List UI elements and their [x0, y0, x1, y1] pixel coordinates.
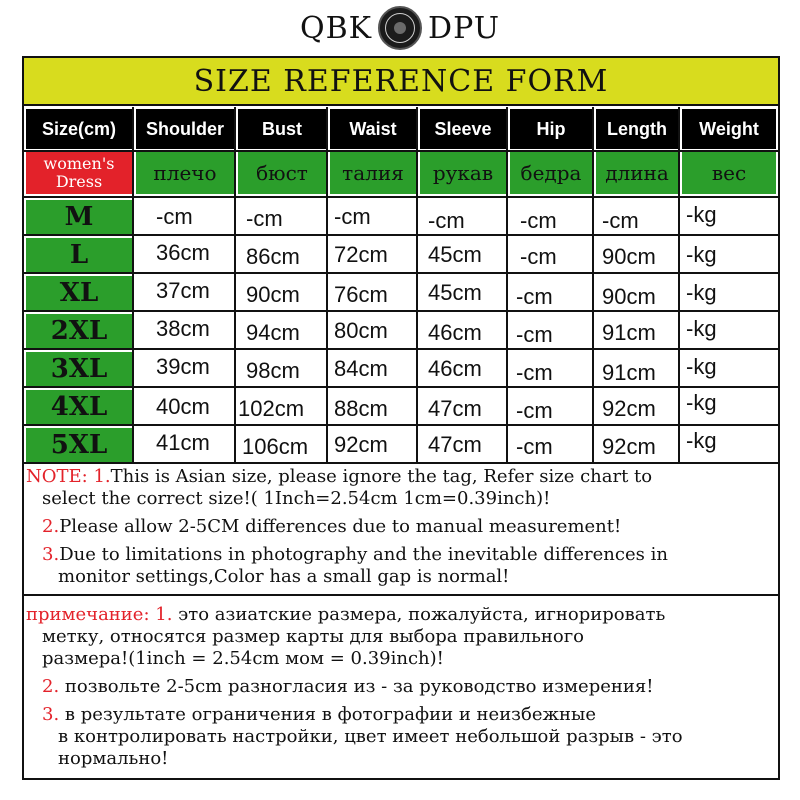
note-label: примечание:	[26, 604, 150, 625]
row-divider	[24, 196, 778, 198]
header-womens-dress	[26, 152, 132, 194]
note-text: позвольте 2-5cm разногласия из - за руководство измерения!	[64, 676, 654, 697]
2xl-shoulder: 38cm	[156, 316, 210, 341]
brand-name-left: QBK	[299, 10, 373, 46]
5xl-hip: -cm	[516, 434, 553, 459]
note-text: Due to limitations in photography and the inevitable differences in	[59, 544, 668, 565]
header-shoulder: Shoulder	[136, 109, 234, 149]
2xl-sleeve: 46cm	[428, 320, 482, 345]
col-divider	[506, 107, 508, 462]
note-number: 1.	[155, 604, 173, 625]
4xl-bust: 102cm	[238, 396, 305, 421]
3xl-length: 91cm	[602, 360, 656, 385]
3xl-waist: 84cm	[334, 356, 388, 381]
xl-waist: 76cm	[334, 282, 388, 307]
note-en-3	[26, 544, 776, 588]
4xl-waist: 88cm	[334, 396, 388, 421]
col-divider	[678, 107, 680, 462]
col-divider	[592, 107, 594, 462]
size-cell-3xl: 3XL	[26, 352, 132, 386]
l-waist: 72cm	[334, 242, 388, 267]
title-bar	[24, 58, 778, 106]
5xl-length: 92cm	[602, 434, 656, 459]
brand-name-right: DPU	[428, 10, 501, 46]
3xl-weight: -kg	[686, 354, 717, 379]
5xl-waist: 92cm	[334, 432, 388, 457]
col-divider	[326, 107, 328, 462]
page-title: SIZE REFERENCE FORM	[193, 63, 609, 99]
note-text: в результате ограничения в фотографии и неизбежные	[64, 704, 597, 725]
note-number: 3.	[42, 544, 60, 565]
ru-header-sleeve: рукав	[420, 152, 506, 194]
note-en-1	[26, 466, 776, 510]
3xl-hip: -cm	[516, 360, 553, 385]
header-waist: Waist	[330, 109, 416, 149]
note-number: 3.	[42, 704, 60, 725]
2xl-weight: -kg	[686, 316, 717, 341]
col-divider	[234, 107, 236, 462]
2xl-bust: 94cm	[246, 320, 300, 345]
xl-length: 90cm	[602, 284, 656, 309]
size-cell-m: M	[26, 200, 132, 234]
row-divider	[24, 462, 778, 464]
notes-section	[26, 466, 776, 776]
header-womens-line: women's	[43, 154, 115, 173]
m-sleeve: -cm	[428, 208, 465, 233]
note-en-2	[26, 516, 776, 538]
m-weight: -kg	[686, 202, 717, 227]
note-label: NOTE:	[26, 466, 88, 487]
l-weight: -kg	[686, 242, 717, 267]
4xl-sleeve: 47cm	[428, 396, 482, 421]
2xl-waist: 80cm	[334, 318, 388, 343]
note-text: в контролировать настройки, цвет имеет небольшой разрыв - это	[58, 726, 683, 747]
xl-shoulder: 37cm	[156, 278, 210, 303]
3xl-shoulder: 39cm	[156, 354, 210, 379]
xl-weight: -kg	[686, 280, 717, 305]
ru-header-waist: талия	[330, 152, 416, 194]
col-divider	[132, 107, 134, 462]
note-text: метку, относятся размер карты для выбора правильного	[42, 626, 584, 647]
row-divider	[24, 272, 778, 274]
l-hip: -cm	[520, 244, 557, 269]
4xl-hip: -cm	[516, 398, 553, 423]
note-number: 2.	[42, 516, 60, 537]
row-divider	[24, 234, 778, 236]
row-divider	[24, 424, 778, 426]
note-text: This is Asian size, please ignore the tag, Refer size chart to	[110, 466, 653, 487]
note-number: 2.	[42, 676, 60, 697]
4xl-length: 92cm	[602, 396, 656, 421]
size-cell-l: L	[26, 238, 132, 272]
xl-bust: 90cm	[246, 282, 300, 307]
5xl-shoulder: 41cm	[156, 430, 210, 455]
brand-seal-icon	[378, 6, 422, 50]
size-cell-2xl: 2XL	[26, 314, 132, 348]
4xl-weight: -kg	[686, 390, 717, 415]
m-waist: -cm	[334, 204, 371, 229]
brand-header	[0, 4, 800, 52]
col-divider	[416, 107, 418, 462]
m-bust: -cm	[246, 206, 283, 231]
header-length: Length	[596, 109, 678, 149]
header-bust: Bust	[238, 109, 326, 149]
note-text: размера!(1inch = 2.54cm мом = 0.39inch)!	[42, 648, 444, 669]
size-cell-4xl: 4XL	[26, 390, 132, 424]
l-sleeve: 45cm	[428, 242, 482, 267]
l-shoulder: 36cm	[156, 240, 210, 265]
2xl-length: 91cm	[602, 320, 656, 345]
row-divider	[24, 310, 778, 312]
5xl-bust: 106cm	[242, 434, 309, 459]
header-hip: Hip	[510, 109, 592, 149]
row-divider	[24, 386, 778, 388]
header-dress-line: Dress	[55, 172, 103, 191]
note-text: это азиатские размера, пожалуйста, игнорировать	[178, 604, 666, 625]
3xl-sleeve: 46cm	[428, 356, 482, 381]
size-cell-5xl: 5XL	[26, 428, 132, 462]
l-bust: 86cm	[246, 244, 300, 269]
l-length: 90cm	[602, 244, 656, 269]
note-text: monitor settings,Color has a small gap is normal!	[58, 566, 510, 587]
row-divider	[24, 348, 778, 350]
xl-hip: -cm	[516, 284, 553, 309]
note-ru-3	[26, 704, 776, 770]
note-ru-2	[26, 676, 776, 698]
note-text: нормально!	[58, 748, 169, 769]
3xl-bust: 98cm	[246, 358, 300, 383]
ru-header-weight: вес	[682, 152, 776, 194]
m-length: -cm	[602, 208, 639, 233]
ru-header-bust: бюст	[238, 152, 326, 194]
ru-header-hip: бедра	[510, 152, 592, 194]
note-number: 1.	[93, 466, 111, 487]
row-divider	[24, 150, 778, 152]
header-size: Size(cm)	[26, 109, 132, 149]
xl-sleeve: 45cm	[428, 280, 482, 305]
2xl-hip: -cm	[516, 322, 553, 347]
header-sleeve: Sleeve	[420, 109, 506, 149]
ru-header-length: длина	[596, 152, 678, 194]
note-ru-1	[26, 604, 776, 670]
note-text: Please allow 2-5CM differences due to manual measurement!	[59, 516, 622, 537]
size-cell-xl: XL	[26, 276, 132, 310]
m-shoulder: -cm	[156, 204, 193, 229]
m-hip: -cm	[520, 208, 557, 233]
ru-header-shoulder: плечо	[136, 152, 234, 194]
5xl-weight: -kg	[686, 428, 717, 453]
4xl-shoulder: 40cm	[156, 394, 210, 419]
header-weight: Weight	[682, 109, 776, 149]
note-text: select the correct size!( 1Inch=2.54cm 1cm=0.39inch)!	[42, 488, 551, 509]
5xl-sleeve: 47cm	[428, 432, 482, 457]
